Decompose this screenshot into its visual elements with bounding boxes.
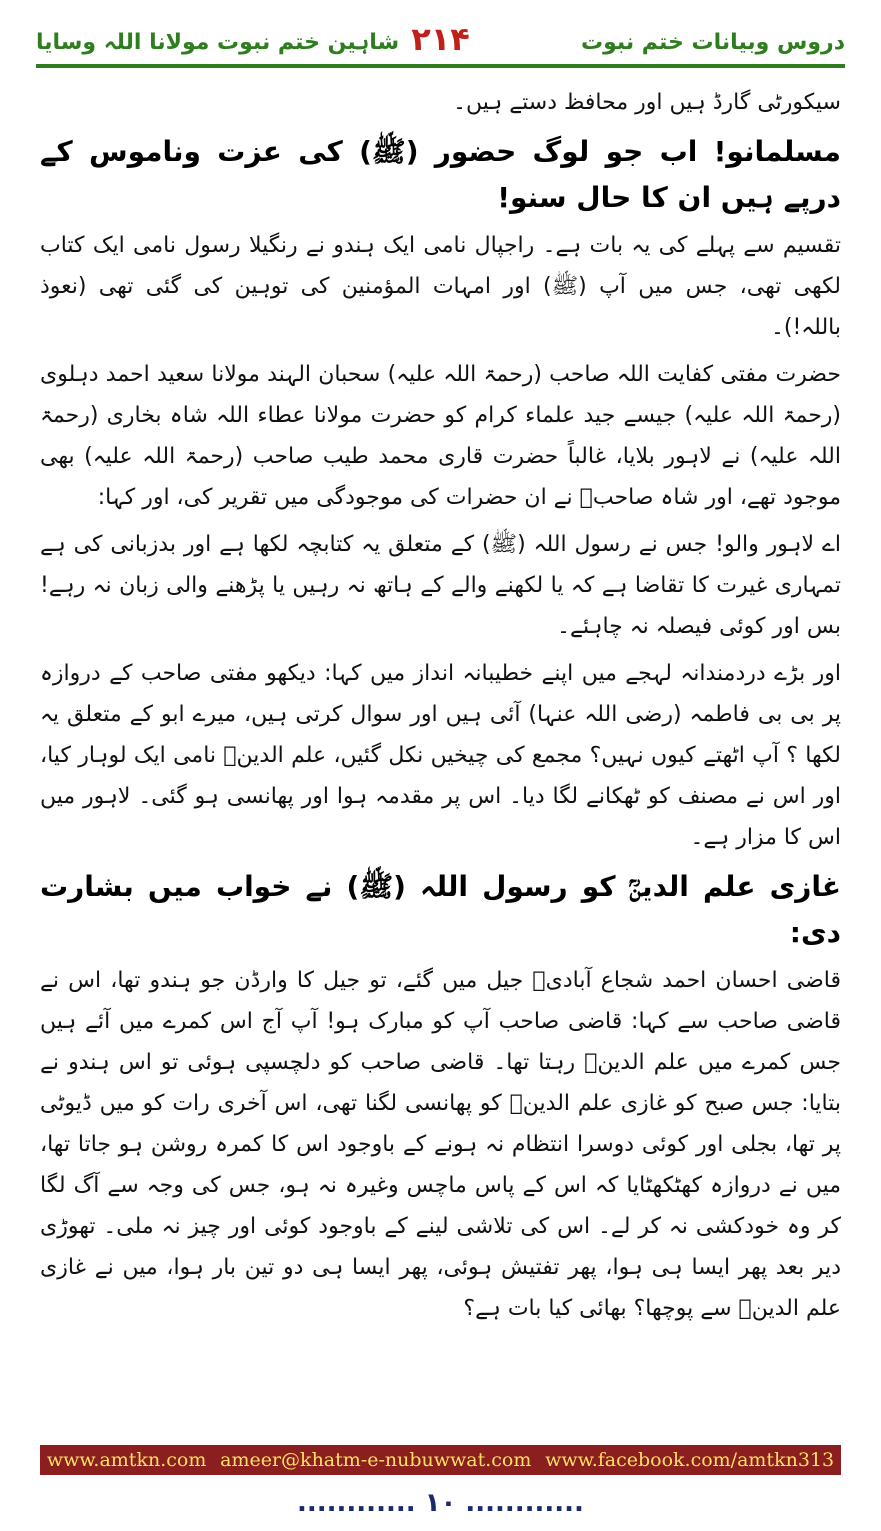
paragraph-6: قاضی احسان احمد شجاع آبادیؒ جیل میں گئے، تو جیل کا وارڈن جو ہندو تھا، اس نے قاضی صاحب سے کہا: قاضی صاحب آپ کو مبارک ہو! آپ آج اس کمرے میں آئے ہیں جس کمرے میں علم الدینؒ رہتا تھا۔ قاضی صاحب کو دلچسپی ہوئی تو اس ہندو نے بتایا: جس صبح کو غازی علم الدینؒ کو پھانسی لگنا تھی، اس آخری رات کو میں ڈیوٹی پر تھا، بجلی اور کوئی دوسرا انتظام نہ ہونے کے باوجود اس کا کمرہ روشن ہو جاتا تھا، میں نے دروازہ کھٹکھٹایا کہ اس کے پاس ماچس وغیرہ نہ ہو، جس کی وجہ سے آگ لگا کر وہ خودکشی نہ کر لے۔ اس کی تلاشی لینے کے باوجود کوئی اور چیز نہ ملی۔ تھوڑی دیر بعد پھر ایسا ہی ہوا، پھر تفتیش ہوئی، پھر ایسا ہی دو تین بار ہوا، میں نے غازی علم الدینؒ سے پوچھا؟ بھائی کیا بات ہے؟ <box>40 968 841 1321</box>
page-number: ۲۱۴ <box>411 20 470 58</box>
footer-website[interactable]: www.amtkn.com <box>46 1449 207 1471</box>
page-header <box>36 18 845 62</box>
paragraph-2: تقسیم سے پہلے کی یہ بات ہے۔ راجپال نامی ایک ہندو نے رنگیلا رسول نامی ایک کتاب لکھی تھی، جس میں آپ (ﷺ) اور امہات المؤمنین کی توہین کی گئی تھی (نعوذ باللہ!)۔ <box>40 233 841 340</box>
paragraph-1: سیکورٹی گارڈ ہیں اور محافظ دستے ہیں۔ <box>453 90 841 115</box>
author-name: شاہین ختم نبوت مولانا اللہ وسایا <box>36 30 400 55</box>
header-divider <box>36 64 845 68</box>
heading-2: غازی علم الدینؒ کو رسول اللہ (ﷺ) نے خواب میں بشارت دی: <box>40 870 841 949</box>
book-title: دروس وبیانات ختم نبوت <box>581 30 845 55</box>
footer-email[interactable]: ameer@khatm-e-nubuwwat.com <box>220 1449 532 1471</box>
footer-facebook[interactable]: www.facebook.com/amtkn313 <box>545 1449 835 1471</box>
page-body <box>40 82 841 1432</box>
footer-links <box>40 1445 841 1475</box>
page-marker: ............ ۱۰ ............ <box>297 1488 584 1518</box>
paragraph-5: اور بڑے دردمندانہ لہجے میں اپنے خطیبانہ انداز میں کہا: دیکھو مفتی صاحب کے دروازہ پر بی بی فاطمہ (رضی اللہ عنہا) آئی ہیں اور سوال کرتی ہیں، میرے ابو کے متعلق یہ لکھا ؟ آپ اٹھتے کیوں نہیں؟ مجمع کی چیخیں نکل گئیں، علم الدینؒ نامی ایک لوہار کیا، اور اس نے مصنف کو ٹھکانے لگا دیا۔ اس پر مقدمہ ہوا اور پھانسی ہو گئی۔ لاہور میں اس کا مزار ہے۔ <box>40 661 841 850</box>
paragraph-4: اے لاہور والو! جس نے رسول اللہ (ﷺ) کے متعلق یہ کتابچہ لکھا ہے اور بدزبانی کی ہے تمہاری غیرت کا تقاضا ہے کہ یا لکھنے والے کے ہاتھ نہ رہیں یا پڑھنے والی زبان نہ رہے! بس اور کوئی فیصلہ نہ چاہئے۔ <box>40 532 841 639</box>
paragraph-3: حضرت مفتی کفایت اللہ صاحب (رحمۃ اللہ علیہ) سحبان الہند مولانا سعید احمد دہلوی (رحمۃ اللہ علیہ) جیسے جید علماء کرام کو حضرت مولانا عطاء اللہ شاہ بخاری (رحمۃ اللہ علیہ) نے لاہور بلایا، غالباً حضرت قاری محمد طیب صاحب (رحمۃ اللہ علیہ) بھی موجود تھے، اور شاہ صاحبؒ نے ان حضرات کی موجودگی میں تقریر کی، اور کہا: <box>40 362 841 510</box>
heading-1: مسلمانو! اب جو لوگ حضور (ﷺ) کی عزت وناموس کے درپے ہیں ان کا حال سنو! <box>40 135 841 214</box>
